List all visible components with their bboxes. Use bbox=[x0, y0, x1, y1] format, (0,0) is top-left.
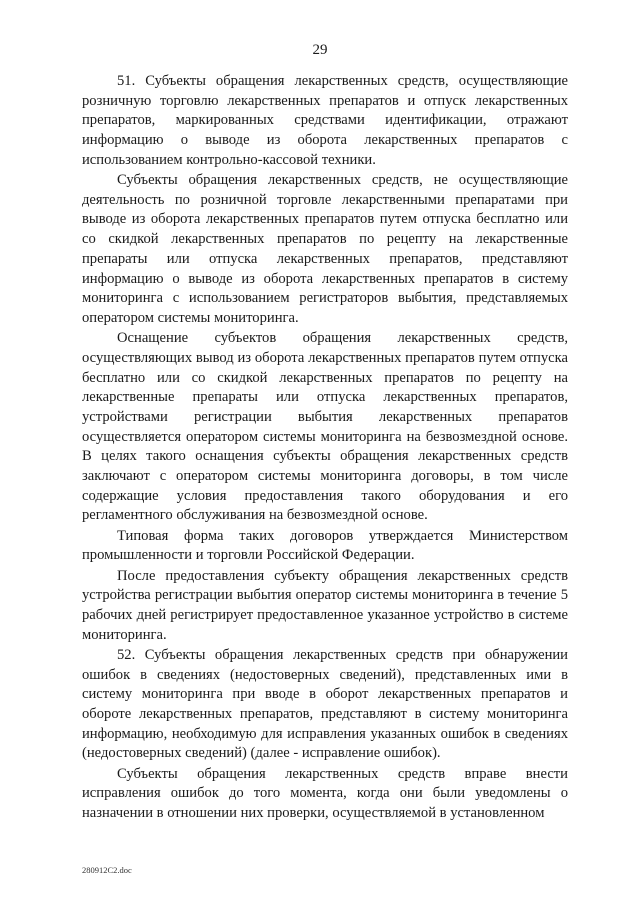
paragraph-51: 51. Субъекты обращения лекарственных средств, осуществляющие розничную торговлю лекарственных препаратов и отпуск лекарственных препаратов, маркированных средствами идентификации, отражают информацию о выводе из оборота лекарственных препаратов с использованием контрольно-кассовой техники. bbox=[82, 73, 568, 168]
paragraph-52-corrections: Субъекты обращения лекарственных средств вправе внести исправления ошибок до того момента, когда они были уведомлены о назначении в отношении них проверки, осуществляемой в установленном bbox=[82, 765, 568, 822]
paragraph-51-equipment: Оснащение субъектов обращения лекарственных средств, осуществляющих вывод из оборота лекарственных препаратов путем отпуска бесплатно или со скидкой лекарственных препаратов по рецепту на лекарственные препараты или отпуска лекарственных препаратов, устройствами регистрации выбытия лекарственных препаратов осуществляется оператором системы мониторинга на безвозмездной основе. В целях такого оснащения субъекты обращения лекарственных средств заключают с оператором системы мониторинга договоры, в том числе содержащие условия предоставления такого оборудования и его регламентного обслуживания на безвозмездной основе. bbox=[82, 330, 568, 524]
paragraph-52: 52. Субъекты обращения лекарственных средств при обнаружении ошибок в сведениях (недостоверных сведений), представленных ими в систему мониторинга при вводе в оборот лекарственных препаратов и обороте лекарственных препаратов, представляют в систему мониторинга информацию, необходимую для исправления указанных ошибок в сведениях (недостоверных сведений) (далее - исправление ошибок). bbox=[82, 646, 568, 762]
document-body bbox=[82, 72, 568, 824]
document-file-code: 280912C2.doc bbox=[82, 865, 132, 875]
paragraph-51-contract-form: Типовая форма таких договоров утверждается Министерством промышленности и торговли Российской Федерации. bbox=[82, 527, 568, 564]
paragraph-51-registration: После предоставления субъекту обращения лекарственных средств устройства регистрации выбытия оператор системы мониторинга в течение 5 рабочих дней регистрирует предоставленное указанное устройство в системе мониторинга. bbox=[82, 567, 568, 643]
paragraph-51-retail-exclusion: Субъекты обращения лекарственных средств, не осуществляющие деятельность по розничной торговле лекарственными препаратами при выводе из оборота лекарственных препаратов путем отпуска бесплатно или со скидкой лекарственных препаратов по рецепту на лекарственные препараты или отпуска лекарственных препаратов, представляют информацию о выводе из оборота лекарственных препаратов в систему мониторинга с использованием регистраторов выбытия, представляемых оператором системы мониторинга. bbox=[82, 172, 568, 326]
page-number: 29 bbox=[312, 42, 328, 58]
